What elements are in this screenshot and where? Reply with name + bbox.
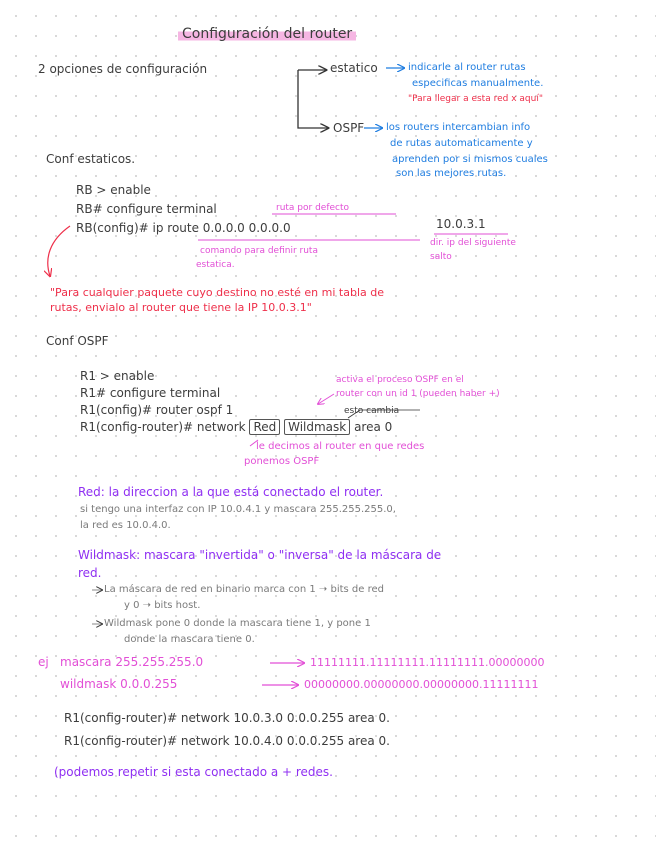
- ospf-desc-line-2: de rutas automaticamente y: [390, 138, 533, 149]
- red-definition: Red: la direccion a la que está conectado el router.: [78, 485, 384, 499]
- ospf-cmd-router: R1(config)# router ospf 1: [80, 403, 234, 417]
- ospf-desc-line-3: aprenden por si mismos cuales: [392, 154, 548, 165]
- redes-note-line-2: ponemos OSPF: [244, 456, 320, 467]
- estatico-label: estatico: [330, 61, 378, 75]
- redes-note-line-1: le decimos al router en que redes: [256, 441, 425, 452]
- red-box: Red: [249, 419, 280, 435]
- wildmask-definition-line-2: red.: [78, 566, 102, 580]
- bullet-mask-line-2: y 0 ➝ bits host.: [124, 600, 201, 611]
- estatico-quote: "Para llegar a esta red x aquí": [408, 94, 543, 104]
- example-mask: mascara 255.255.255.0: [60, 655, 204, 669]
- static-cmd-configure: RB# configure terminal: [76, 202, 217, 216]
- next-hop-note-line-1: dir. ip del siguiente: [430, 238, 516, 248]
- network-cmd-prefix: R1(config-router)# network: [80, 420, 246, 434]
- network-cmd-2: R1(config-router)# network 10.0.4.0 0.0.0.255 area 0.: [64, 734, 390, 748]
- ospf-cmd-network: [80, 421, 392, 435]
- default-route-note: ruta por defecto: [276, 203, 350, 213]
- command-note-line-1: comando para definir ruta: [200, 246, 318, 256]
- network-cmd-1: R1(config-router)# network 10.0.3.0 0.0.0.255 area 0.: [64, 711, 390, 725]
- estatico-desc-line-1: indicarle al router rutas: [408, 62, 526, 73]
- ospf-cmd-enable: R1 > enable: [80, 369, 155, 383]
- ospf-label: OSPF: [333, 121, 365, 135]
- example-label: ej: [38, 655, 49, 669]
- ospf-heading: Conf OSPF: [46, 334, 109, 348]
- bullet-mask-line-1: La máscara de red en binario marca con 1 ➝ bits de red: [104, 584, 384, 595]
- next-hop-note-line-2: salto: [430, 252, 452, 262]
- options-intro: 2 opciones de configuración: [38, 62, 208, 76]
- arrow-to-ospf: [298, 70, 328, 128]
- example-wildmask: wildmask 0.0.0.255: [60, 677, 178, 691]
- estatico-desc-line-2: especificas manualmente.: [412, 78, 544, 89]
- static-cmd-ip-route: RB(config)# ip route 0.0.0.0 0.0.0.0: [76, 221, 291, 235]
- arrow-to-red-note: [48, 226, 70, 276]
- page-title: [178, 26, 356, 42]
- red-example-line-2: la red es 10.0.4.0.: [80, 520, 171, 531]
- activa-note-line-2: router con un id 1 (pueden haber +): [336, 389, 500, 399]
- activa-note-line-1: activa el proceso OSPF en el: [336, 375, 464, 385]
- command-note-line-2: estatica.: [196, 260, 235, 270]
- arrow-activa-note: [318, 394, 334, 404]
- default-route-explanation-line-1: "Para cualquier paquete cuyo destino no esté en mi tabla de: [50, 286, 384, 299]
- final-note: (podemos repetir si esta conectado a + redes.: [54, 765, 333, 779]
- example-mask-binary: 11111111.11111111.11111111.00000000: [310, 656, 545, 669]
- default-route-explanation-line-2: rutas, envialo al router que tiene la IP 10.0.3.1": [50, 301, 312, 314]
- bullet-wildmask-line-2: donde la mascara tiene 0.: [124, 634, 255, 645]
- esto-cambia-note: esto cambia: [344, 406, 400, 416]
- static-cmd-enable: RB > enable: [76, 183, 151, 197]
- page-title-text: Configuración del router: [178, 26, 356, 42]
- ospf-desc-line-1: los routers intercambian info: [386, 122, 531, 133]
- red-example-line-1: si tengo una interfaz con IP 10.0.4.1 y mascara 255.255.255.0,: [80, 504, 396, 515]
- example-wildmask-binary: 00000000.00000000.00000000.11111111: [304, 678, 539, 691]
- network-cmd-suffix: area 0: [354, 420, 393, 434]
- next-hop-ip: 10.0.3.1: [436, 217, 486, 231]
- static-heading: Conf estaticos.: [46, 152, 136, 166]
- ospf-cmd-configure: R1# configure terminal: [80, 386, 221, 400]
- bullet-wildmask-line-1: Wildmask pone 0 donde la mascara tiene 1, y pone 1: [104, 618, 371, 629]
- wildmask-box: Wildmask: [284, 419, 350, 435]
- ospf-desc-line-4: son las mejores rutas.: [396, 168, 507, 179]
- wildmask-definition-line-1: Wildmask: mascara "invertida" o "inversa" de la máscara de: [78, 548, 442, 562]
